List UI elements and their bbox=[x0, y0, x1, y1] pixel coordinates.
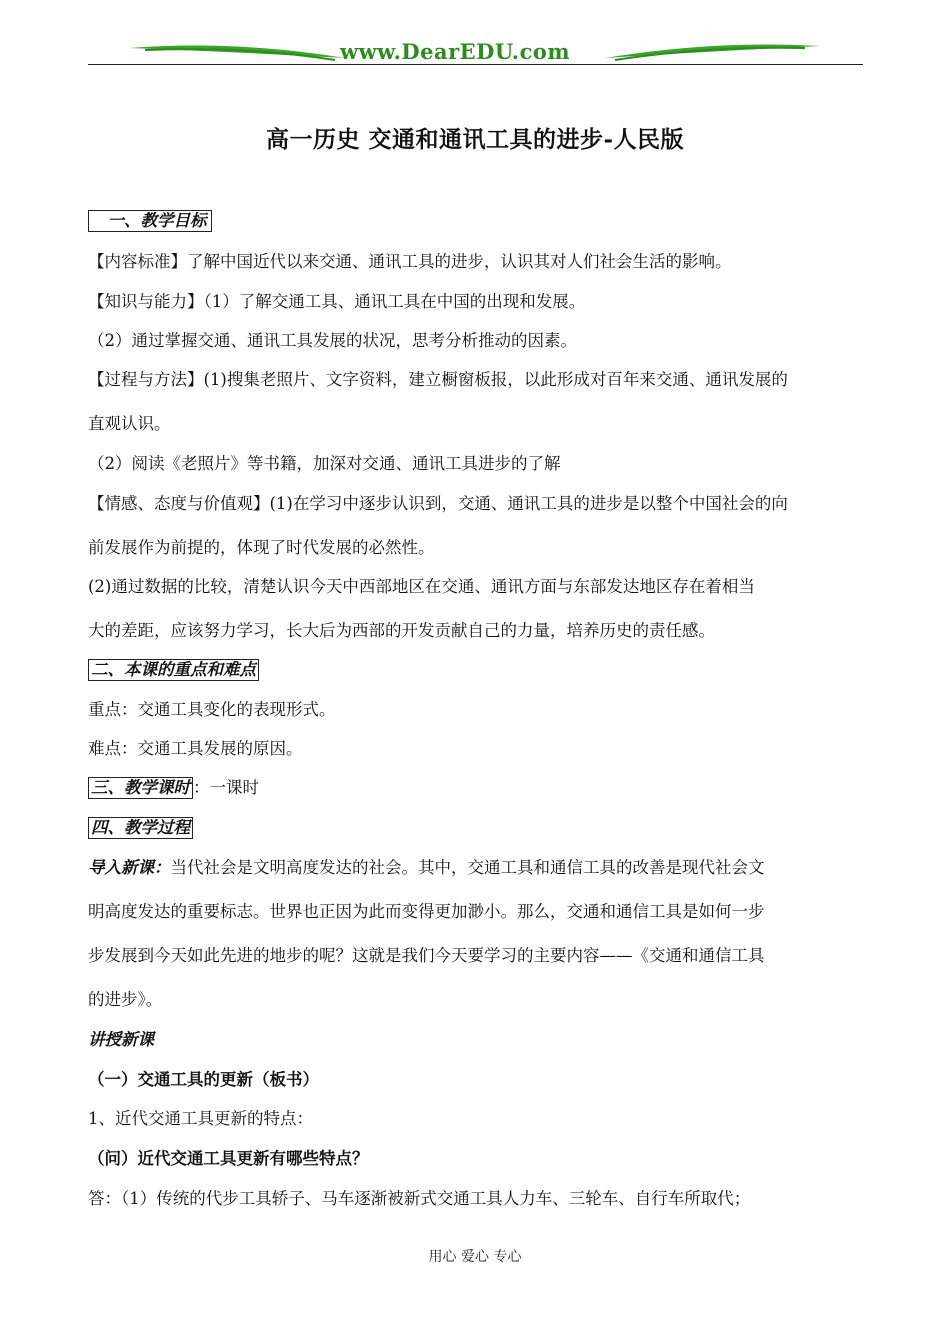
section-heading-2-label: 二、本课的重点和难点 bbox=[88, 659, 259, 681]
paragraph: 【过程与方法】(1)搜集老照片、文字资料，建立橱窗板报，以此形成对百年来交通、通讯发展的 bbox=[88, 370, 788, 389]
paragraph: 前发展作为前提的，体现了时代发展的必然性。 bbox=[88, 538, 435, 557]
paragraph: 【内容标准】了解中国近代以来交通、通讯工具的进步，认识其对人们社会生活的影响。 bbox=[88, 252, 732, 271]
lecture-heading: 讲授新课 bbox=[88, 1030, 154, 1049]
paragraph: 【情感、态度与价值观】(1)在学习中逐步认识到，交通、通讯工具的进步是以整个中国社会的向 bbox=[88, 494, 788, 513]
section-heading-4-label: 四、教学过程 bbox=[88, 817, 193, 839]
paragraph: （2）通过掌握交通、通讯工具发展的状况，思考分析推动的因素。 bbox=[88, 331, 577, 350]
intro-paragraph bbox=[88, 857, 868, 879]
intro-text: 当代社会是文明高度发达的社会。其中，交通工具和通信工具的改善是现代社会文 bbox=[170, 858, 765, 877]
paragraph: 的进步》。 bbox=[88, 990, 163, 1009]
section-heading-3 bbox=[88, 777, 868, 799]
key-point: 重点：交通工具变化的表现形式。 bbox=[88, 700, 336, 719]
paragraph: (2)通过数据的比较，清楚认识今天中西部地区在交通、通讯方面与东部发达地区存在着相当 bbox=[88, 577, 755, 596]
paragraph: 步发展到今天如此先进的地步的呢？这就是我们今天要学习的主要内容——《交通和通信工具 bbox=[88, 946, 765, 965]
section-heading-1 bbox=[88, 210, 868, 232]
answer: 答：（1）传统的代步工具轿子、马车逐渐被新式交通工具人力车、三轮车、自行车所取代； bbox=[88, 1189, 751, 1208]
subsection-heading: （一）交通工具的更新（板书） bbox=[88, 1070, 319, 1089]
difficult-point: 难点：交通工具发展的原因。 bbox=[88, 739, 303, 758]
question: （问）近代交通工具更新有哪些特点？ bbox=[88, 1149, 369, 1168]
paragraph: 明高度发达的重要标志。世界也正因为此而变得更加渺小。那么，交通和通信工具是如何一步 bbox=[88, 902, 765, 921]
section-heading-1-label: 一、教学目标 bbox=[88, 210, 212, 232]
section-heading-3-label: 三、教学课时 bbox=[88, 777, 193, 799]
page-footer: 用心 爱心 专心 bbox=[428, 1249, 522, 1265]
paragraph: （2）阅读《老照片》等书籍，加深对交通、通讯工具进步的了解 bbox=[88, 454, 561, 473]
paragraph: 大的差距，应该努力学习，长大后为西部的开发贡献自己的力量，培养历史的责任感。 bbox=[88, 621, 715, 640]
page-title: 高一历史 交通和通讯工具的进步-人民版 bbox=[265, 126, 685, 153]
paragraph: 【知识与能力】（1）了解交通工具、通讯工具在中国的出现和发展。 bbox=[88, 292, 586, 311]
section-heading-4 bbox=[88, 817, 868, 839]
header-rule bbox=[88, 64, 863, 65]
intro-label: 导入新课： bbox=[88, 858, 171, 877]
section-heading-2 bbox=[88, 659, 868, 681]
header-banner bbox=[125, 38, 825, 66]
list-item: 1、近代交通工具更新的特点： bbox=[88, 1109, 313, 1128]
paragraph: 直观认识。 bbox=[88, 414, 171, 433]
lesson-count: ：一课时 bbox=[193, 778, 259, 797]
banner-text: www.DearEDU.com bbox=[340, 39, 571, 64]
